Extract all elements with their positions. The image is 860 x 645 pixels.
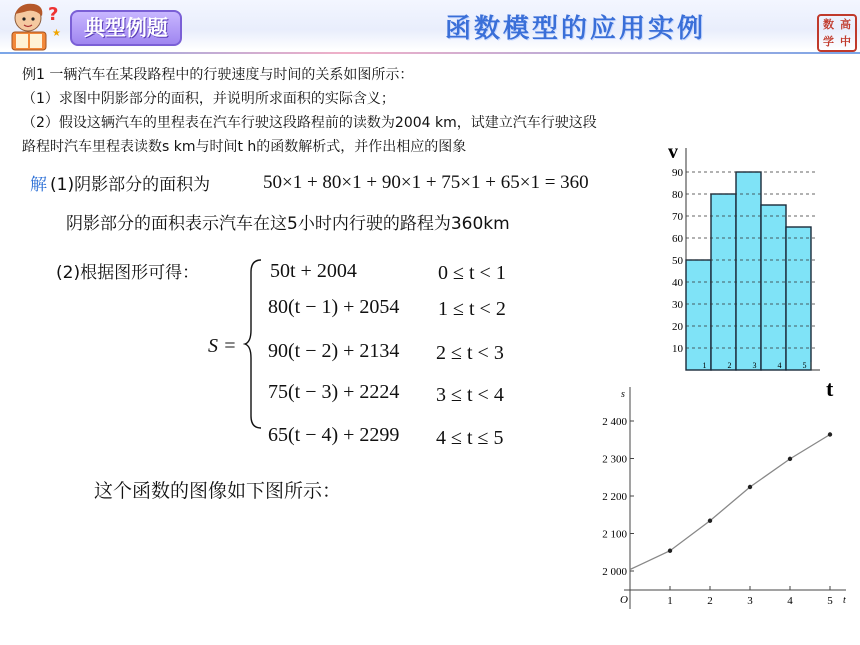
bar-y-tick-label: 90 <box>672 167 683 179</box>
mileage-point <box>708 519 712 523</box>
mileage-point <box>668 549 672 553</box>
bar-x-tick-label: 2 <box>727 361 732 370</box>
mileage-point <box>748 485 752 489</box>
line-x-tick-label: 2 <box>707 595 713 607</box>
bar-y-tick-label: 60 <box>672 233 683 245</box>
svg-text:★: ★ <box>52 28 61 39</box>
bar-y-tick-label: 70 <box>672 211 683 223</box>
seal-char: 高 <box>840 18 851 31</box>
bar-x-tick-label: 4 <box>777 361 782 370</box>
problem-line-4: 路程时汽车里程表读数s km与时间t h的函数解析式，并作出相应的图象 <box>22 139 467 155</box>
mileage-line-chart <box>590 383 852 615</box>
piece-cond-4: 3 ≤ t < 4 <box>436 384 504 406</box>
line-y-tick-label: 2 000 <box>602 566 627 578</box>
line-x-tick-label: 1 <box>667 595 673 607</box>
header-divider <box>0 52 860 54</box>
bar <box>761 205 786 370</box>
seal-char: 中 <box>840 35 851 48</box>
line-x-tick-label: 3 <box>747 595 753 607</box>
bar-y-tick-label: 50 <box>672 255 683 267</box>
origin-label: O <box>620 594 628 606</box>
line-x-label: t <box>843 595 846 606</box>
problem-line-3: （2）假设这辆汽车的里程表在汽车行驶这段路程前的读数为2004 km，试建立汽车行驶这段 <box>22 115 597 131</box>
line-y-tick-label: 2 300 <box>602 453 627 466</box>
svg-text:?: ? <box>48 4 59 25</box>
bar <box>736 172 761 370</box>
bar-x-label: t <box>826 376 834 400</box>
velocity-bar-chart <box>660 138 855 400</box>
bar-x-tick-label: 3 <box>752 361 757 370</box>
piece-cond-5: 4 ≤ t ≤ 5 <box>436 427 504 449</box>
line-y-tick-label: 2 100 <box>602 528 627 541</box>
reading-child-icon <box>4 0 62 54</box>
line-y-label: s <box>621 389 625 400</box>
mileage-point <box>828 432 832 436</box>
mileage-line <box>630 435 830 570</box>
line-x-tick-label: 5 <box>827 595 833 607</box>
problem-line-1: 例1 一辆汽车在某段路程中的行驶速度与时间的关系如图所示： <box>22 67 414 83</box>
mileage-point <box>788 457 792 461</box>
solution-marker: 解 <box>30 175 47 195</box>
bar-y-tick-label: 20 <box>672 321 683 333</box>
piece-expr-1: 50t + 2004 <box>270 260 357 282</box>
seal-char: 学 <box>823 35 834 48</box>
seal-char: 数 <box>823 18 834 31</box>
example-tag: 典型例题 <box>70 10 182 46</box>
piece-expr-5: 65(t − 4) + 2299 <box>268 424 400 446</box>
piece-cond-1: 0 ≤ t < 1 <box>438 262 506 284</box>
bar-y-tick-label: 80 <box>672 189 683 201</box>
part1-label: (1)阴影部分的面积为 <box>50 175 211 195</box>
line-y-tick-label: 2 400 <box>602 416 627 428</box>
slide-header <box>0 0 860 60</box>
logo-seal <box>817 14 857 52</box>
piece-cond-3: 2 ≤ t < 3 <box>436 342 504 364</box>
bar-y-label: v <box>668 141 678 163</box>
area-formula: 50×1 + 80×1 + 90×1 + 75×1 + 65×1 = 360 <box>263 172 589 193</box>
page-title: 函数模型的应用实例 <box>445 14 707 44</box>
graph-note: 这个函数的图像如下图所示： <box>94 480 342 502</box>
piece-expr-3: 90(t − 2) + 2134 <box>268 340 400 362</box>
line-y-tick-label: 2 200 <box>602 491 627 503</box>
bar-x-tick-label: 1 <box>702 361 707 370</box>
bar-y-tick-label: 40 <box>672 277 683 289</box>
left-brace <box>243 258 265 430</box>
piece-expr-4: 75(t − 3) + 2224 <box>268 381 400 403</box>
piece-cond-2: 1 ≤ t < 2 <box>438 298 506 320</box>
bar-x-tick-label: 5 <box>802 361 807 370</box>
bar <box>786 227 811 370</box>
line-x-tick-label: 4 <box>787 595 793 607</box>
bar-y-tick-label: 30 <box>672 299 683 311</box>
area-meaning: 阴影部分的面积表示汽车在这5小时内行驶的路程为360km <box>66 214 510 234</box>
bar-y-tick-label: 10 <box>672 343 683 355</box>
problem-line-2: （1）求图中阴影部分的面积，并说明所求面积的实际含义； <box>22 91 395 107</box>
bar <box>686 260 711 370</box>
part2-label: (2)根据图形可得： <box>56 263 200 283</box>
s-symbol: S = <box>208 335 237 357</box>
piece-expr-2: 80(t − 1) + 2054 <box>268 296 400 318</box>
